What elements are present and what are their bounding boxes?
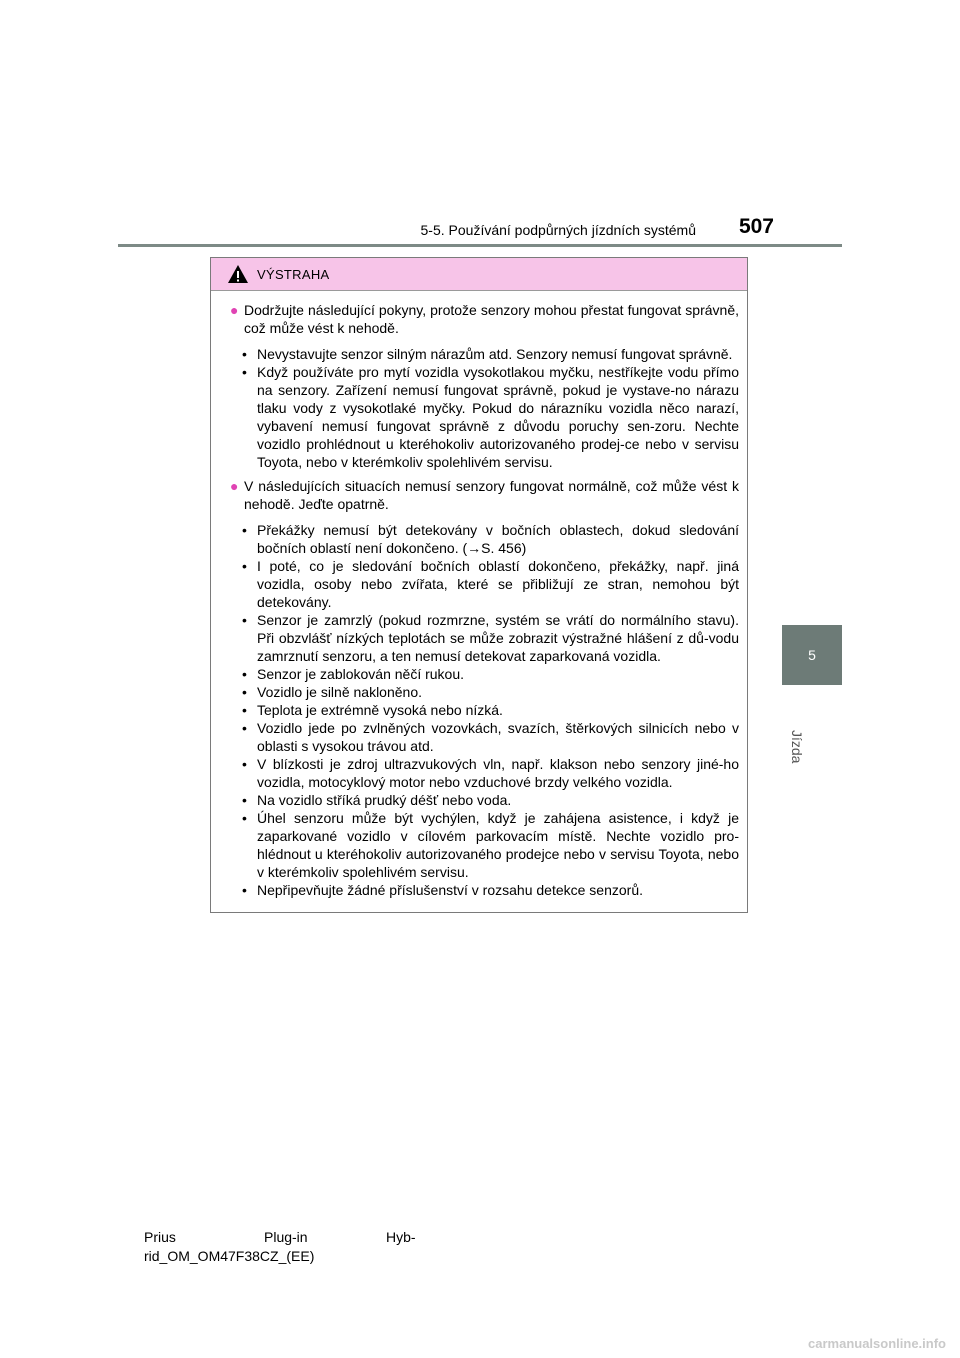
header-divider [118,244,842,247]
bullet-dot-icon: ● [230,478,239,494]
warning-body [211,291,747,899]
footer-line-1 [144,1228,416,1247]
chapter-number: 5 [808,647,816,663]
warning-triangle-icon [227,264,249,284]
bullet-list-2 [230,521,739,899]
bullet-list-1 [230,345,739,471]
warning-header [211,258,747,291]
list-item: • Vozidlo je silně nakloněno. [242,683,739,701]
list-item: • Vozidlo jede po zvlněných vozovkách, svazích, štěrkových silnicích nebo v oblasti s vysokou trávou atd. [242,719,739,755]
footer-word: Hyb- [386,1229,416,1245]
footer-word: Plug-in [264,1229,308,1245]
bullet-dot-icon: ● [230,302,239,318]
list-item: • Nepřipevňujte žádné příslušenství v rozsahu detekce senzorů. [242,881,739,899]
list-item: • Senzor je zablokován něčí rukou. [242,665,739,683]
page-number: 507 [738,215,774,238]
list-item: • I poté, co je sledování bočních oblastí dokončeno, překážky, např. jiná vozidla, osoby nebo zvířata, které se přibližují ze stran, nemohou být detekovány. [242,557,739,611]
paragraph-text: V následujících situacích nemusí senzory fungovat normálně, což může vést k nehodě. Jeďte opatrně. [244,478,739,512]
warning-box [210,257,748,913]
warning-paragraph-2 [230,477,739,513]
list-item: • Teplota je extrémně vysoká nebo nízká. [242,701,739,719]
list-item: • Úhel senzoru může být vychýlen, když je zahájena asistence, i když je zaparkované vozidlo v cílovém parkovacím místě. Nechte vozidlo pro-hlédnout u kteréhokoliv autorizovaného prodejce nebo v servisu Toyota, nebo v kterémkoliv spolehlivém servisu. [242,809,739,881]
warning-paragraph-1 [230,301,739,337]
footer-line-2: rid_OM_OM47F38CZ_(EE) [144,1248,315,1264]
footer-word: Prius [144,1229,176,1245]
list-item: • Překážky nemusí být detekovány v bočních oblastech, dokud sledování bočních oblastí není dokončeno. (→S. 456) [242,521,739,557]
list-item: • Senzor je zamrzlý (pokud rozmrzne, systém se vrátí do normálního stavu). Při obzvlášť nízkých teplotách se může zobrazit výstražné hlášení z dů-vodu zamrznutí senzoru, a ten nemusí detekovat zaparkovaná vozidla. [242,611,739,665]
list-item: • Na vozidlo stříká prudký déšť nebo voda. [242,791,739,809]
list-item: • V blízkosti je zdroj ultrazvukových vln, např. klakson nebo senzory jiné-ho vozidla, motocyklový motor nebo vzduchové brzdy velkého vozidla. [242,755,739,791]
list-item: • Když používáte pro mytí vozidla vysokotlakou myčku, nestříkejte vodu přímo na senzory. Zařízení nemusí fungovat správně, pokud je vystave-no nárazu tlaku vody z vysokotlaké myčky. Pokud do nárazníku vozidla něco narazí, vybavení nemusí fungovat správně z důvodu poruchy sen-zoru. Nechte vozidlo prohlédnout u kteréhokoliv autorizovaného prodej-ce nebo v servisu Toyota, nebo v kterémkoliv spolehlivém servisu. [242,363,739,471]
document-footer [144,1228,416,1266]
list-item: • Nevystavujte senzor silným nárazům atd. Senzory nemusí fungovat správně. [242,345,739,363]
warning-title: VÝSTRAHA [257,266,330,282]
chapter-tab[interactable] [782,625,842,685]
paragraph-text: Dodržujte následující pokyny, protože senzory mohou přestat fungovat správně, což může vést k nehodě. [244,302,739,336]
section-title: 5-5. Používání podpůrných jízdních systémů [420,222,696,238]
chapter-label: Jízda [789,730,805,764]
watermark: carmanualsonline.info [808,1336,946,1351]
